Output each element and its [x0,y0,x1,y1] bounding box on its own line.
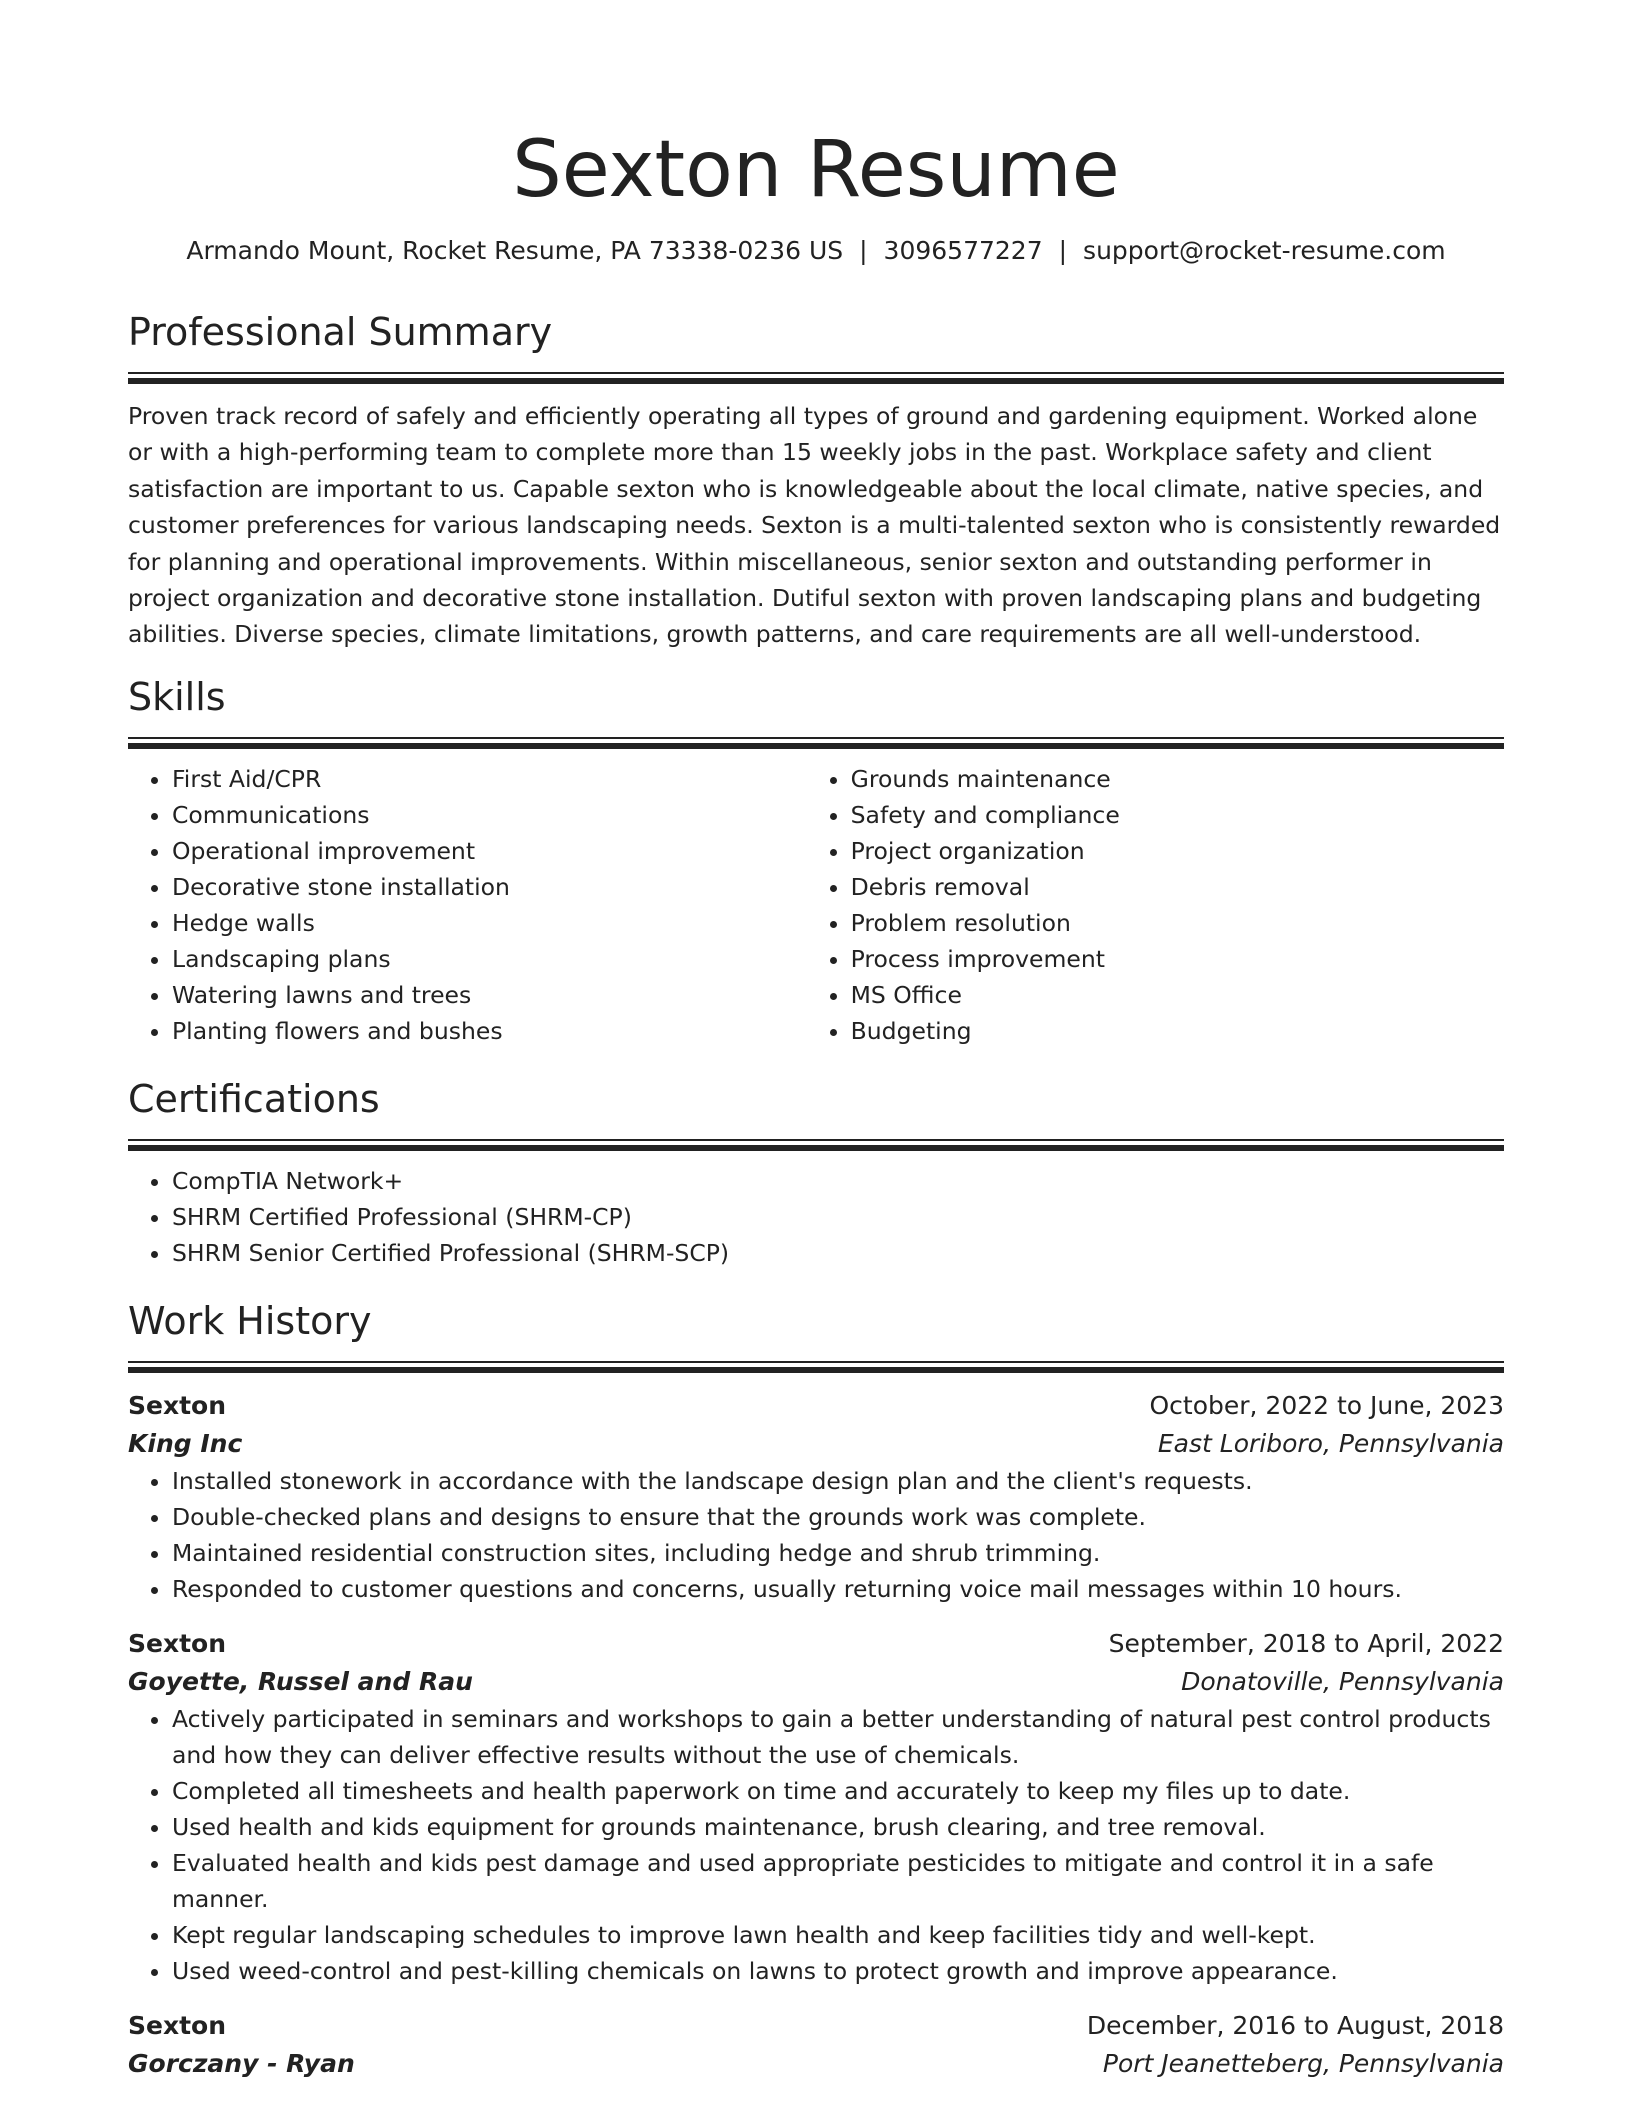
certifications-list [128,1163,1504,1271]
job-header [128,1387,1504,1425]
skill-item: • First Aid/CPR [172,761,807,797]
job-entry [128,1625,1504,1989]
skill-item: • Communications [172,797,807,833]
section-divider [128,1139,1504,1151]
job-bullet: • Used health and kids equipment for grounds maintenance, brush clearing, and tree removal. [172,1809,1504,1845]
job-bullet: • Maintained residential construction sites, including hedge and shrub trimming. [172,1535,1504,1571]
skills-list [128,761,1504,1049]
skill-item: • Grounds maintenance [851,761,1504,797]
contact-address: Armando Mount, Rocket Resume, PA 73338-0236 US [186,236,844,265]
skill-item: • Project organization [851,833,1504,869]
section-divider [128,372,1504,384]
job-bullet: • Double-checked plans and designs to ensure that the grounds work was complete. [172,1499,1504,1535]
job-location: Donatoville, Pennsylvania [1181,1666,1504,1696]
certification-item: • SHRM Senior Certified Professional (SHRM-SCP) [172,1235,1504,1271]
resume-title: Sexton Resume [512,125,1120,215]
job-location: East Loriboro, Pennsylvania [1157,1428,1504,1458]
job-dates: December, 2016 to August, 2018 [1086,2010,1504,2040]
job-title: Sexton [128,2010,227,2040]
section-divider [128,1361,1504,1373]
skill-item: • Landscaping plans [172,941,807,977]
job-bullet: • Completed all timesheets and health paperwork on time and accurately to keep my files up to date. [172,1773,1504,1809]
job-responsibilities [128,1701,1504,1989]
skill-item: • Decorative stone installation [172,869,807,905]
job-header [128,2007,1504,2045]
contact-separator: | [1058,236,1068,265]
skill-item: • Operational improvement [172,833,807,869]
summary-text: Proven track record of safely and efficiently operating all types of ground and gardening equipment. Worked alone or with a high-performing team to complete more than 15 weekly jobs in the past. Workplace safety and client satisfaction are important to us. Capable sexton who is knowledgeable about the local climate, native species, and customer preferences for various landscaping needs. Sexton is a multi-talented sexton who is consistently rewarded for planning and operational improvements. Within miscellaneous, senior sexton and outstanding performer in project organization and decorative stone installation. Dutiful sexton with proven landscaping plans and budgeting abilities. Diverse species, climate limitations, growth patterns, and care requirements are all well-understood. [128,402,1501,649]
contact-phone: 3096577227 [883,236,1043,265]
section-heading-summary: Professional Summary [128,310,553,354]
job-header [128,1625,1504,1663]
section-heading-skills: Skills [128,674,226,719]
skills-column-left [128,761,807,1049]
contact-line [128,234,1504,268]
job-subheader [128,1425,1504,1463]
job-company: King Inc [128,1428,243,1458]
skill-item: • Process improvement [851,941,1504,977]
skill-item: • Hedge walls [172,905,807,941]
job-bullet: • Evaluated health and kids pest damage and used appropriate pesticides to mitigate and control it in a safe manner. [172,1845,1504,1917]
certification-item: • SHRM Certified Professional (SHRM-CP) [172,1199,1504,1235]
job-title: Sexton [128,1390,227,1420]
skill-item: • Debris removal [851,869,1504,905]
job-location: Port Jeanetteberg, Pennsylvania [1102,2048,1504,2078]
certification-item: • CompTIA Network+ [172,1163,1504,1199]
skill-item: • Problem resolution [851,905,1504,941]
skill-item: • MS Office [851,977,1504,1013]
skills-column-right [807,761,1504,1049]
job-dates: September, 2018 to April, 2022 [1108,1628,1504,1658]
job-responsibilities [128,1463,1504,1607]
skill-item: • Safety and compliance [851,797,1504,833]
job-entry [128,1387,1504,1607]
job-company: Gorczany - Ryan [128,2048,355,2078]
section-heading-work-history: Work History [128,1298,372,1343]
job-bullet: • Actively participated in seminars and workshops to gain a better understanding of natural pest control products and how they can deliver effective results without the use of chemicals. [172,1701,1504,1773]
skill-item: • Planting flowers and bushes [172,1013,807,1049]
work-history-list [128,1387,1504,2083]
skill-item: • Watering lawns and trees [172,977,807,1013]
job-bullet: • Used weed-control and pest-killing chemicals on lawns to protect growth and improve appearance. [172,1953,1504,1989]
skill-item: • Budgeting [851,1013,1504,1049]
contact-email: support@rocket-resume.com [1083,236,1446,265]
job-bullet: • Kept regular landscaping schedules to improve lawn health and keep facilities tidy and well-kept. [172,1917,1504,1953]
job-title: Sexton [128,1628,227,1658]
resume-page [128,0,1504,2083]
job-company: Goyette, Russel and Rau [128,1666,473,1696]
job-subheader [128,1663,1504,1701]
job-bullet: • Responded to customer questions and concerns, usually returning voice mail messages within 10 hours. [172,1571,1504,1607]
job-subheader [128,2045,1504,2083]
section-heading-certifications: Certifications [128,1076,380,1121]
contact-separator: | [859,236,868,265]
job-entry [128,2007,1504,2083]
job-dates: October, 2022 to June, 2023 [1149,1390,1504,1420]
job-bullet: • Installed stonework in accordance with the landscape design plan and the client's requests. [172,1463,1504,1499]
section-divider [128,737,1504,749]
